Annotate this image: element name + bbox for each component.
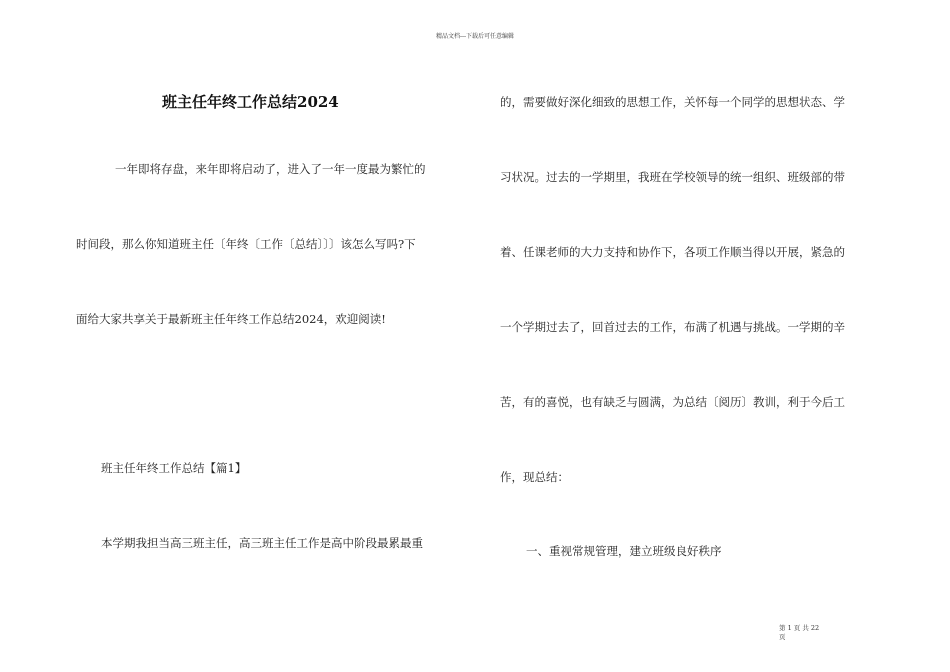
paragraph-line: 一年即将存盘，来年即将启动了，进入了一年一度最为繁忙的 bbox=[115, 162, 426, 176]
section-heading: 班主任年终工作总结【篇1】 bbox=[101, 461, 247, 475]
page-number: 第 1 页 共 22 bbox=[779, 624, 820, 632]
paragraph-line: 的，需要做好深化细致的思想工作，关怀每一个同学的思想状态、学 bbox=[500, 95, 845, 109]
paragraph-line: 时间段，那么你知道班主任〔年终〔工作〔总结〕〕〕该怎么写吗?下 bbox=[76, 237, 416, 251]
paragraph-line: 着、任课老师的大力支持和协作下，各项工作顺当得以开展，紧急的 bbox=[500, 245, 845, 259]
paragraph-line: 苦，有的喜悦，也有缺乏与圆满，为总结〔阅历〕教训，利于今后工 bbox=[500, 395, 845, 409]
page-header: 精品文档---下载后可任意编辑 bbox=[435, 33, 515, 40]
paragraph-line: 作，现总结： bbox=[500, 470, 569, 484]
paragraph-line: 本学期我担当高三班主任，高三班主任工作是高中阶段最累最重 bbox=[101, 536, 423, 550]
page-number-suffix: 页 bbox=[779, 633, 786, 641]
paragraph-line: 一个学期过去了，回首过去的工作，布满了机遇与挑战。一学期的辛 bbox=[500, 320, 845, 334]
paragraph-line: 面给大家共享关于最新班主任年终工作总结2024，欢迎阅读! bbox=[76, 312, 386, 326]
document-title: 班主任年终工作总结2024 bbox=[162, 93, 339, 111]
paragraph-line: 习状况。过去的一学期里，我班在学校领导的统一组织、班级部的带 bbox=[500, 170, 845, 184]
section-heading: 一、重视常规管理，建立班级良好秩序 bbox=[526, 544, 722, 558]
